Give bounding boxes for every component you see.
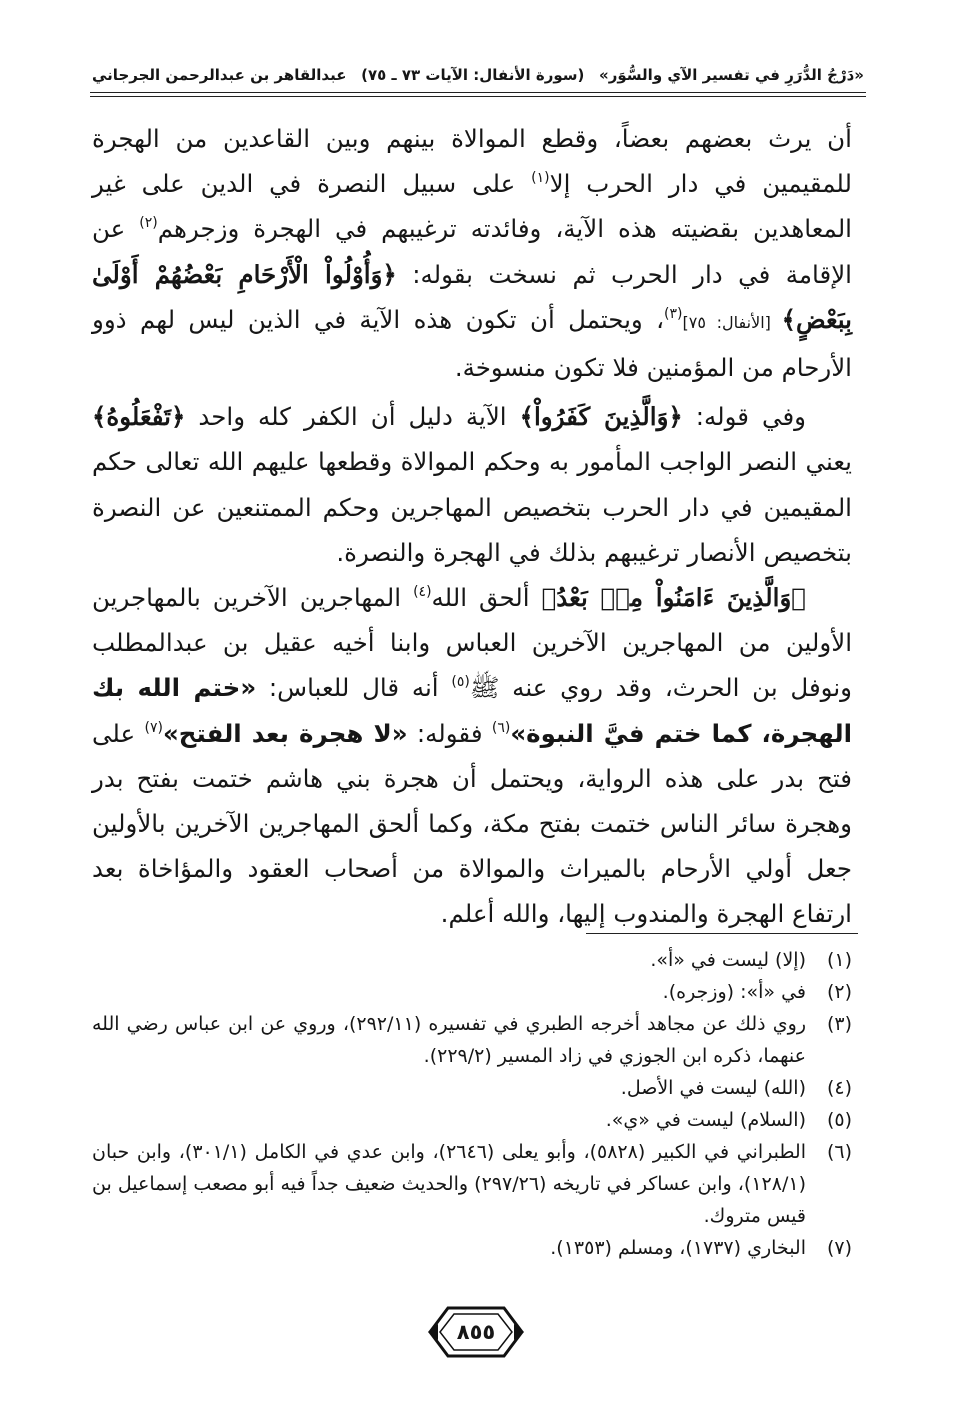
- hadith-quote: «ختم الله بك الهجرة، كما ختم فيَّ النبوة»: [92, 673, 852, 748]
- footnote-ref[interactable]: (٥): [451, 674, 470, 691]
- footnote-text: في «أ»: (وزجره).: [662, 981, 806, 1003]
- paragraph-1: [92, 116, 852, 390]
- footnote-ref[interactable]: (٤): [413, 584, 432, 601]
- footnote-text: البخاري (١٧٣٧)، ومسلم (١٣٥٣).: [550, 1237, 806, 1259]
- footnote-separator: [586, 933, 858, 934]
- page-number: ٨٥٥: [456, 1320, 496, 1344]
- main-text: [92, 116, 852, 937]
- running-header: [92, 58, 864, 92]
- quran-verse: ﴿وَأُوْلُواْ الْأَرْحَامِ بَعْضُهُمْ أَوْلَىٰ بِبَعْضٍ﴾: [92, 259, 852, 334]
- footnote-number: (٢): [826, 981, 852, 1003]
- footnote-ref[interactable]: (٦): [491, 719, 511, 736]
- footnote-ref[interactable]: (٢): [139, 215, 158, 232]
- surah-range: (سورة الأنفال: الآيات ٧٣ ـ ٧٥): [361, 66, 585, 84]
- footnote-text: روي ذلك عن مجاهد أخرجه الطبري في تفسيره (٢٩٢/١١)، وروي عن ابن عباس رضي الله عنهما، ذكره ابن الجوزي في زاد المسير (٢٢٩/٢).: [92, 1013, 806, 1067]
- footnote-number: (٧): [826, 1237, 852, 1259]
- book-title: «دَرْجُ الدُّرَرِ في تفسير الآي والسُّوَر»: [599, 66, 864, 84]
- footnote-2: [92, 976, 852, 1008]
- footnotes: [92, 944, 852, 1264]
- footnote-ref[interactable]: (١): [531, 170, 550, 187]
- paragraph-2: [92, 394, 852, 575]
- footnote-text: الطبراني في الكبير (٥٨٢٨)، وأبو يعلى (٢٦٤٦)، وابن عدي في الكامل (٣٠١/١)، وابن حبان (١٢٨/١)، وابن عساكر في تاريخه (٢٩٧/٢٦) والحديث ضعيف جداً فيه أبو مصعب إسماعيل بن قيس متروك.: [92, 1141, 806, 1227]
- text-run: على فتح بدر على هذه الرواية، ويحتمل أن هجرة بني هاشم ختمت بفتح بدر وهجرة سائر الناس ختمت بفتح مكة، وكما ألحق المهاجرين الآخرين بالأولين جعل أولي الأرحام بالميراث والموالاة من أصحاب العقود والمؤاخاة بعد ارتفاع الهجرة والمندوب إليها، والله أعلم.: [92, 718, 852, 929]
- footnote-text: (إلا) ليست في «أ».: [650, 949, 806, 971]
- footnote-1: [92, 944, 852, 976]
- text-run: ، ويحتمل أن تكون هذه الآية في الذين ليس لهم ذوو الأرحام من المؤمنين فلا تكون منسوخة.: [92, 304, 852, 383]
- footnote-number: (١): [826, 949, 852, 971]
- footnote-3: [92, 1008, 852, 1072]
- text-run: على سبيل النصرة في الدين على غير المعاهدين بقضيته هذه الآية، وفائدته ترغيبهم في الهجرة وزجرهم: [92, 169, 852, 244]
- quran-verse: ﴿تَفْعَلُوهُ﴾: [92, 402, 186, 432]
- quran-verse: ﴿وَالَّذِينَ كَفَرُواْ﴾: [519, 402, 683, 432]
- header-rule-secondary: [90, 96, 866, 97]
- quran-verse: ﴿وَالَّذِينَ ءَامَنُواْ مِنۢ بَعْدُ﴾: [541, 583, 806, 613]
- text-run: عن الإقامة في دار الحرب ثم نسخت بقوله:: [92, 214, 852, 289]
- text-run: وفي قوله:: [682, 402, 806, 432]
- author-name: عبدالقاهر بن عبدالرحمن الجرجاني: [92, 66, 347, 84]
- footnote-5: [92, 1104, 852, 1136]
- paragraph-3: [92, 575, 852, 937]
- header-rule: [90, 92, 866, 93]
- page-number-ornament: [426, 1304, 526, 1360]
- footnote-7: [92, 1232, 852, 1264]
- footnote-number: (٣): [826, 1013, 852, 1035]
- footnote-ref[interactable]: (٣): [664, 305, 683, 322]
- footnote-6: [92, 1136, 852, 1232]
- text-run: أنه قال للعباس:: [256, 673, 452, 703]
- text-run: أن يرث بعضهم بعضاً، وقطع الموالاة بينهم وبين القاعدين من الهجرة للمقيمين في دار الحرب إلا: [92, 124, 853, 199]
- text-run: المهاجرين الآخرين بالمهاجرين الأولين من المهاجرين الآخرين العباس وابنا أخيه عقيل بن عبدالمطلب ونوفل بن الحرث، وقد روي عنه ﷺ: [92, 583, 852, 703]
- footnote-number: (٦): [826, 1141, 852, 1163]
- hadith-quote: «لا هجرة بعد الفتح»: [162, 718, 408, 748]
- footnote-text: (الله) ليست في الأصل.: [620, 1077, 806, 1099]
- footnote-number: (٤): [826, 1077, 852, 1099]
- footnote-text: (السلام) ليست في «ي».: [605, 1109, 806, 1131]
- text-run: الآية دليل أن الكفر كله واحد: [185, 402, 520, 432]
- footnote-4: [92, 1072, 852, 1104]
- footnote-ref[interactable]: (٧): [144, 719, 163, 736]
- verse-reference: [الأنفال: ٧٥]: [682, 312, 782, 332]
- text-run: ألحق الله: [431, 583, 542, 613]
- text-run: فقوله:: [407, 718, 492, 748]
- footnote-number: (٥): [826, 1109, 852, 1131]
- text-run: يعني النصر الواجب المأمور به وحكم الموالاة وقطعها عليهم الله تعالى حكم المقيمين في دار الحرب بتخصيص المهاجرين وحكم الممتنعين عن النصرة بتخصيص الأنصار ترغيبهم بذلك في الهجرة والنصرة.: [92, 447, 852, 567]
